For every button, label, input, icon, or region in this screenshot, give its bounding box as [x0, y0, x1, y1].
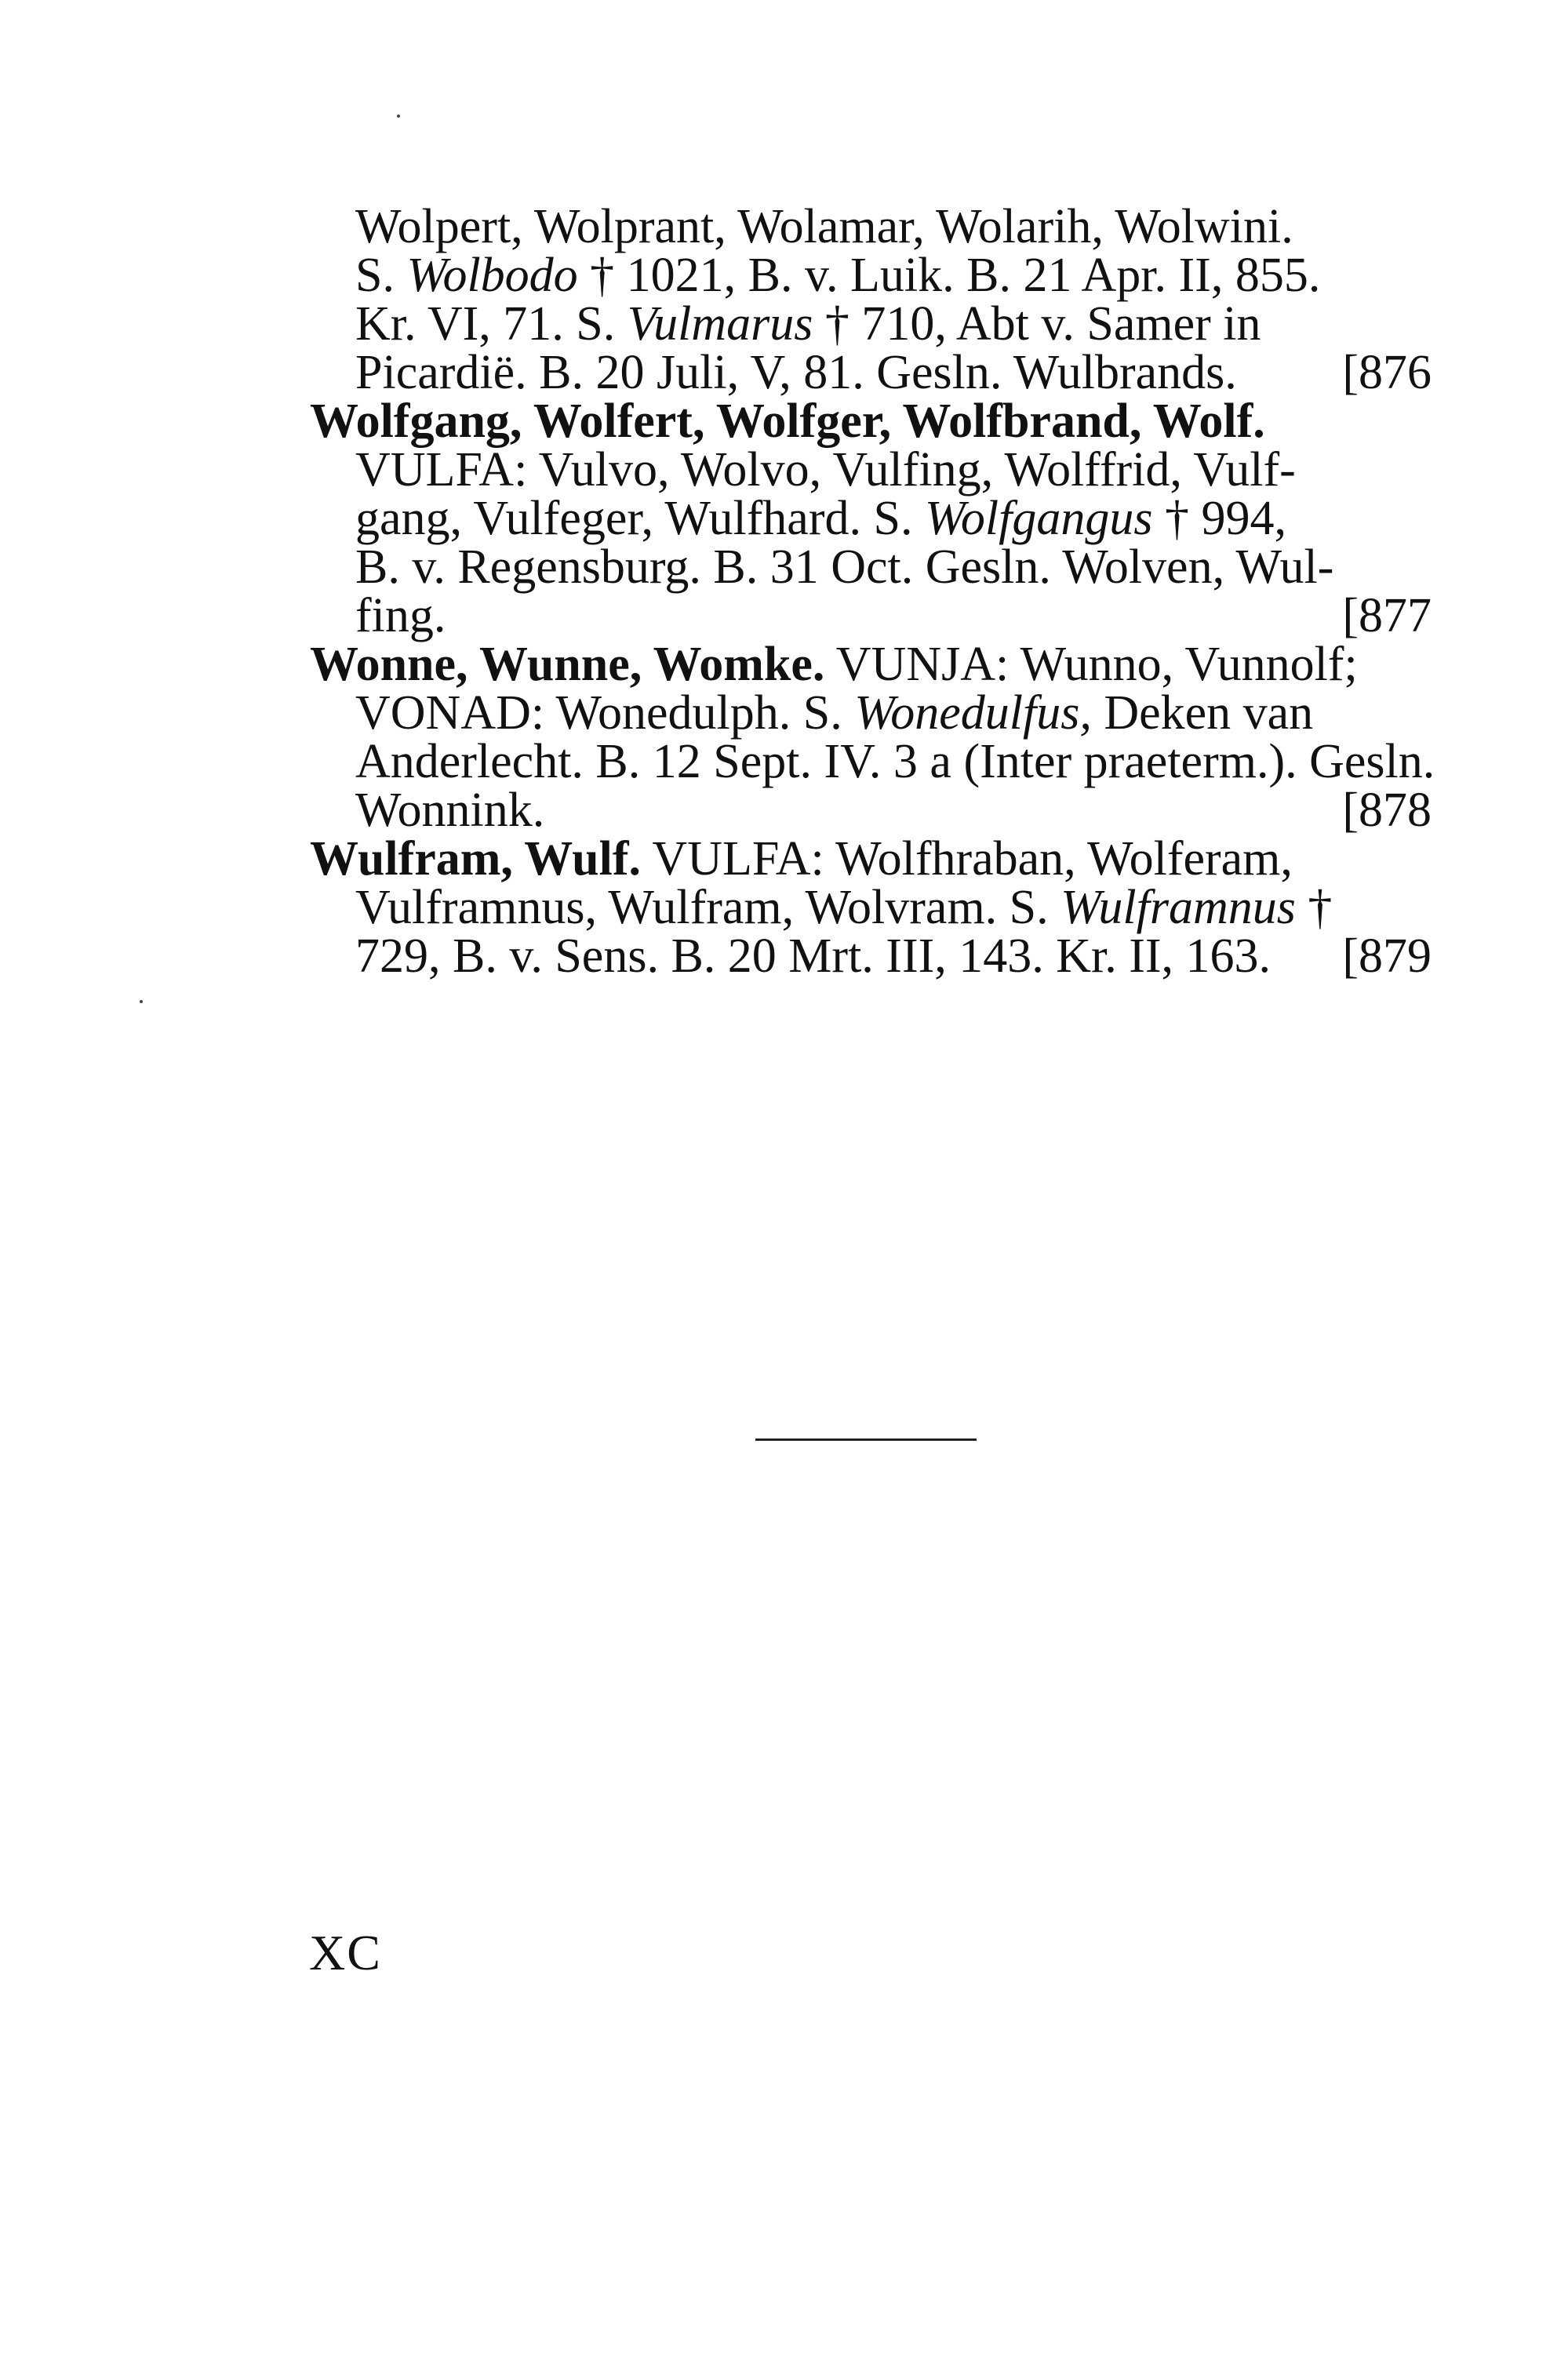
- entry-text: †: [1295, 881, 1333, 934]
- entry-text: fing.: [355, 589, 446, 642]
- entry-text: 729, B. v. Sens. B. 20 Mrt. III, 143. Kr. II, 163.: [355, 929, 1271, 983]
- entry-line-text: [355, 297, 1261, 351]
- entry-line-text: [355, 443, 1296, 496]
- saint-name: Wulframnus: [1060, 881, 1296, 934]
- entry-text: S.: [355, 249, 407, 302]
- entry-line-text: [355, 686, 1314, 740]
- entry-number: [878: [1342, 784, 1432, 837]
- print-speck: [397, 115, 400, 118]
- entry-number: [879: [1342, 929, 1432, 983]
- entry-text: † 994,: [1152, 492, 1287, 545]
- entry-line-text: [355, 348, 1237, 397]
- entry-text: Deken van: [1091, 686, 1314, 740]
- entry-text: B. v. Regensburg. B. 31 Oct. Gesln. Wolven, Wul-: [355, 540, 1334, 594]
- entry-line: [310, 202, 1432, 251]
- entry-line: [310, 929, 1432, 983]
- print-speck: [140, 1000, 143, 1003]
- entry-line: [310, 297, 1432, 351]
- entry-line-text: [310, 832, 1293, 886]
- entry-line: [310, 686, 1432, 740]
- entry-text: VONAD: Wonedulph. S.: [355, 686, 855, 740]
- entry-line: [310, 251, 1432, 300]
- entry-text: Anderlecht. B. 12 Sept. IV. 3 a (Inter praeterm.). Gesln.: [355, 735, 1435, 788]
- entry-line-text: [355, 251, 1320, 300]
- saint-name: Wolbodo: [406, 249, 578, 302]
- entry-line: [310, 640, 1432, 689]
- entry-headword: Wolfgang, Wolfert, Wolfger, Wolfbrand, Wolf.: [310, 395, 1265, 448]
- entry-headword: Wulfram, Wulf.: [310, 832, 642, 886]
- entry-list: [310, 200, 1435, 983]
- entry-line-text: [355, 883, 1332, 932]
- entry-line: [310, 735, 1435, 788]
- entry-text: Wolpert, Wolprant, Wolamar, Wolarih, Wolwini.: [355, 200, 1293, 253]
- entry-number: [877: [1342, 589, 1432, 642]
- dictionary-entry: [310, 397, 1432, 640]
- page-number: XC: [309, 1925, 382, 1980]
- entry-text: † 1021, B. v. Luik. B. 21 Apr. II, 855.: [577, 249, 1321, 302]
- entry-text: Vulframnus, Wulfram, Wolvram. S.: [355, 881, 1061, 934]
- entry-headword: Wonne, Wunne, Womke.: [310, 638, 825, 691]
- entry-line: [310, 786, 1432, 835]
- entry-line: [310, 397, 1432, 446]
- entry-line-text: [310, 397, 1265, 446]
- entry-line: [310, 540, 1432, 594]
- entry-text: VUNJA: Wunno, Vunnolf;: [824, 638, 1358, 691]
- entry-text: gang, Vulfeger, Wulfhard. S.: [355, 492, 925, 545]
- entry-text: VULFA: Wolfhraban, Wolferam,: [641, 832, 1293, 886]
- entry-text: Kr. VI, 71. S.: [355, 297, 628, 351]
- entry-line-text: [355, 786, 544, 835]
- entry-text: Wonnink.: [355, 784, 545, 837]
- entry-line-text: [355, 494, 1286, 543]
- entry-line-text: [310, 640, 1358, 689]
- entry-text: VULFA: Vulvo, Wolvo, Vulfing, Wolffrid, Vulf-: [355, 443, 1296, 496]
- dictionary-entry: [310, 638, 1435, 837]
- entry-line-text: [355, 929, 1271, 983]
- entry-number: [876: [1342, 346, 1432, 399]
- dictionary-entry: [310, 202, 1432, 397]
- entry-line-text: [355, 737, 1435, 786]
- saint-name: Wonedulfus,: [854, 686, 1092, 740]
- saint-name: Vulmarus: [627, 297, 813, 351]
- entry-line: [310, 348, 1432, 397]
- entry-text: Picardië. B. 20 Juli, V, 81. Gesln. Wulbrands.: [355, 346, 1237, 399]
- entry-line-text: [355, 202, 1293, 251]
- entry-line: [310, 832, 1432, 886]
- entry-line: [310, 443, 1432, 496]
- entry-line-text: [355, 540, 1334, 594]
- entry-text: † 710, Abt v. Samer in: [813, 297, 1261, 351]
- section-rule: [755, 1438, 977, 1441]
- entry-line: [310, 494, 1432, 543]
- entry-line: [310, 591, 1432, 640]
- entry-line-text: [355, 591, 446, 640]
- dictionary-entry: [310, 832, 1432, 983]
- saint-name: Wolfgangus: [924, 492, 1153, 545]
- entry-line: [310, 883, 1432, 932]
